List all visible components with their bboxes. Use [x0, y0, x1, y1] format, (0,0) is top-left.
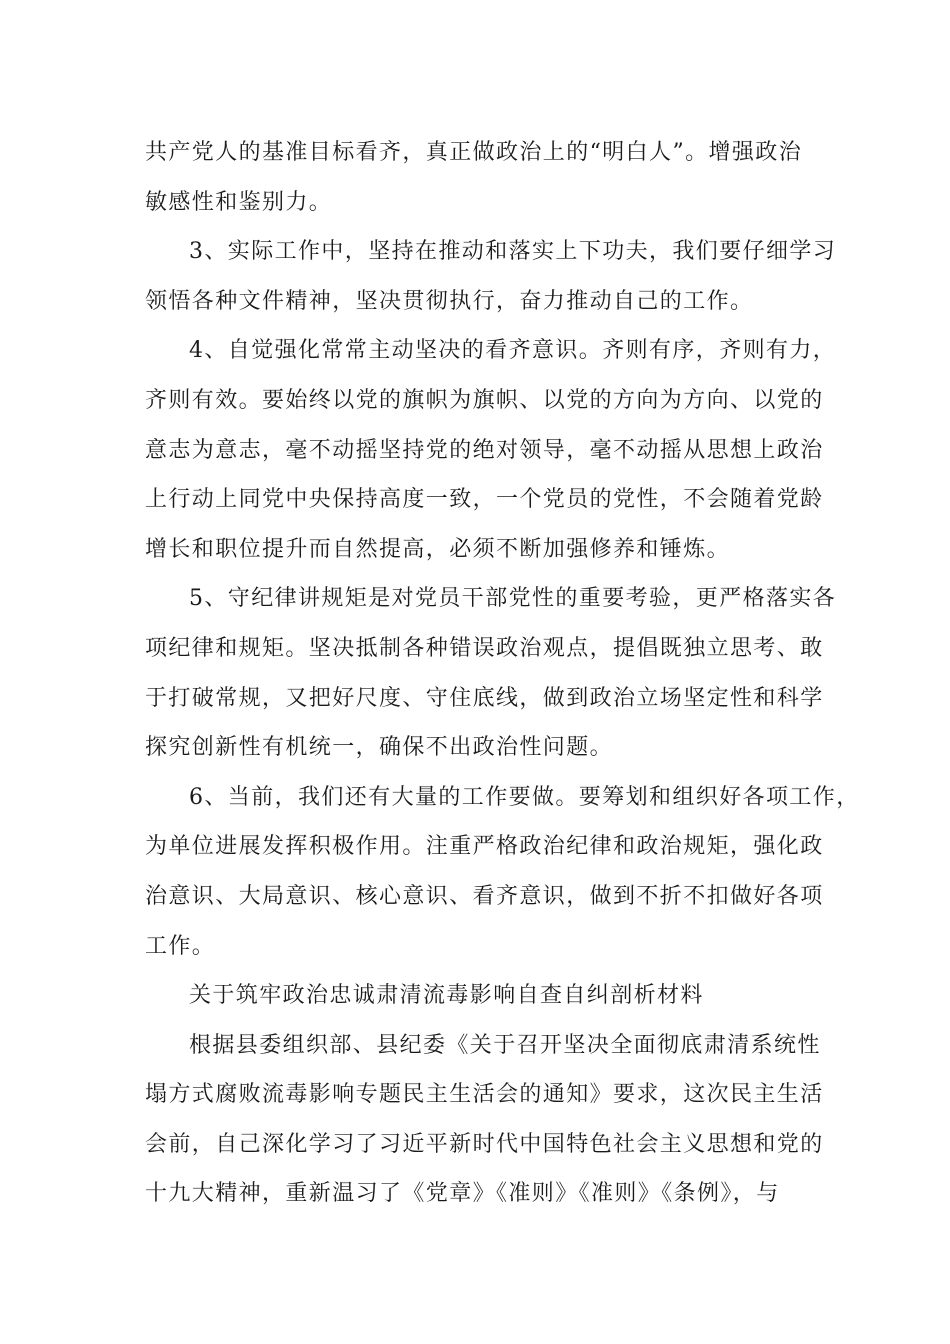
- text-line: 治意识、大局意识、核心意识、看齐意识，做到不折不扣做好各项: [145, 883, 824, 909]
- text-line: 3、实际工作中，坚持在推动和落实上下功夫，我们要仔细学习: [189, 239, 837, 265]
- text-line: 项纪律和规矩。坚决抵制各种错误政治观点，提倡既独立思考、敢: [145, 635, 824, 661]
- text-line: 增长和职位提升而自然提高，必须不断加强修养和锤炼。: [145, 536, 731, 562]
- document-body: [145, 128, 860, 1219]
- text-line: 为单位进展发挥积极作用。注重严格政治纪律和政治规矩，强化政: [145, 834, 824, 860]
- text-line: 领悟各种文件精神，坚决贯彻执行，奋力推动自己的工作。: [145, 288, 754, 314]
- text-line: 十九大精神，重新温习了《党章》《准则》《准则》《条例》，与: [145, 1181, 780, 1207]
- text-line: 5、守纪律讲规矩是对党员干部党性的重要考验，更严格落实各: [189, 586, 837, 612]
- text-line: 敏感性和鉴别力。: [145, 189, 333, 215]
- text-line: 探究创新性有机统一，确保不出政治性问题。: [145, 735, 614, 761]
- text-line: 共产党人的基准目标看齐，真正做政治上的“明白人”。增强政治: [145, 140, 803, 165]
- text-line: 上行动上同党中央保持高度一致，一个党员的党性，不会随着党龄: [145, 487, 824, 513]
- text-line: 工作。: [145, 933, 216, 959]
- text-line: 会前，自己深化学习了习近平新时代中国特色社会主义思想和党的: [145, 1131, 824, 1157]
- text-line: 4、自觉强化常常主动坚决的看齐意识。齐则有序，齐则有力，: [189, 338, 837, 364]
- text-line: 齐则有效。要始终以党的旗帜为旗帜、以党的方向为方向、以党的: [145, 387, 824, 413]
- text-line: 塌方式腐败流毒影响专题民主生活会的通知》要求，这次民主生活: [145, 1082, 824, 1108]
- section-title: 关于筑牢政治忠诚肃清流毒影响自查自纠剖析材料: [189, 983, 704, 1009]
- text-line: 6、当前，我们还有大量的工作要做。要筹划和组织好各项工作，: [189, 784, 860, 810]
- text-line: 于打破常规，又把好尺度、守住底线，做到政治立场坚定性和科学: [145, 685, 824, 711]
- text-line: 根据县委组织部、县纪委《关于召开坚决全面彻底肃清系统性: [189, 1032, 821, 1058]
- text-line: 意志为意志，毫不动摇坚持党的绝对领导，毫不动摇从思想上政治: [145, 437, 824, 463]
